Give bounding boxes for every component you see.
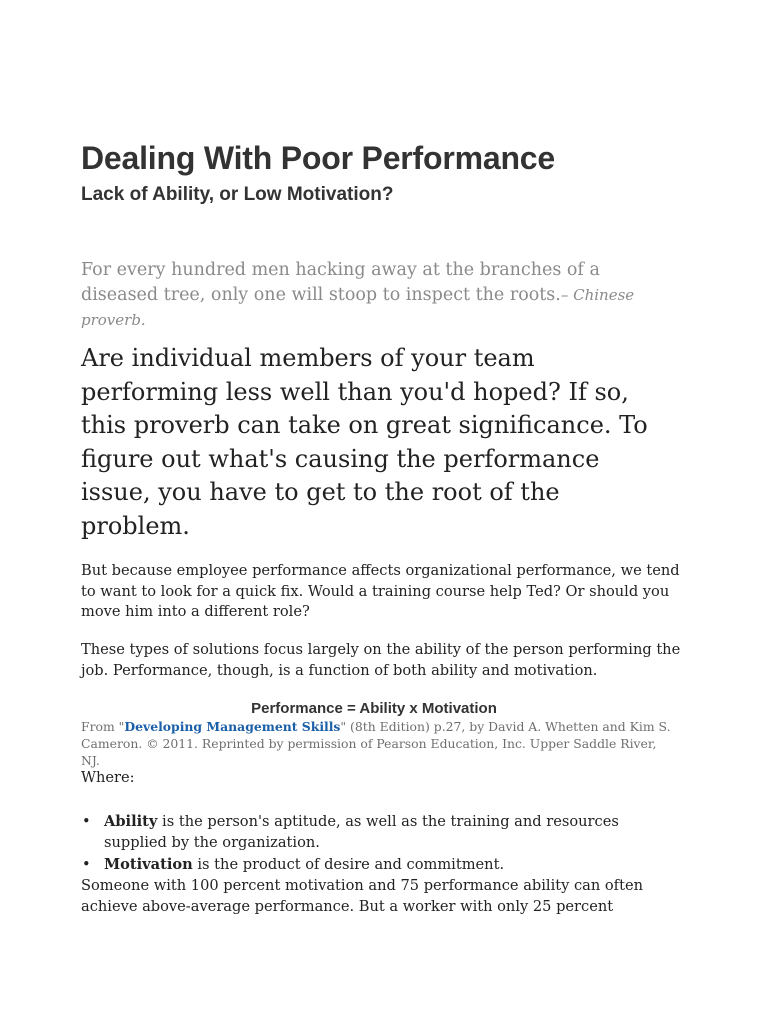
term-motivation: Motivation	[104, 856, 193, 873]
list-item-ability	[82, 811, 664, 853]
lead-paragraph: Are individual members of your team performing less well than you'd hoped? If so, this proverb can take on great significance. To figure out what's causing the performance issue, you have to get to the root of the problem.	[81, 344, 648, 540]
where-label: Where:	[81, 769, 135, 786]
definition-list	[81, 811, 664, 876]
source-prefix: From "	[81, 719, 125, 734]
bullet-icon: •	[82, 856, 91, 873]
term-ability: Ability	[104, 813, 158, 830]
performance-formula: Performance = Ability x Motivation	[251, 700, 497, 717]
definition-ability: is the person's aptitude, as well as the training and resources supplied by the organization.	[104, 813, 619, 851]
bullet-icon: •	[82, 813, 91, 830]
quote-attribution: – Chinese proverb.	[81, 286, 635, 329]
list-item-motivation	[82, 854, 664, 875]
page-subtitle: Lack of Ability, or Low Motivation?	[81, 184, 394, 205]
source-suffix: " (8th Edition) p.27, by David A. Whetten and Kim S. Cameron. © 2011. Reprinted by permission of Pearson Education, Inc. Upper Saddle River, NJ.	[81, 719, 671, 768]
page-title: Dealing With Poor Performance	[81, 140, 555, 176]
body-paragraph-2: These types of solutions focus largely on the ability of the person performing the job. Performance, though, is a function of both ability and motivation.	[81, 641, 681, 679]
book-link[interactable]: Developing Management Skills	[124, 719, 341, 734]
definition-motivation: is the product of desire and commitment.	[192, 856, 505, 873]
body-paragraph-3: Someone with 100 percent motivation and 75 performance ability can often achieve above-average performance. But a worker with only 25 percent	[81, 877, 643, 915]
quote-text: For every hundred men hacking away at the branches of a diseased tree, only one will stoop to inspect the roots.	[81, 260, 600, 305]
proverb-quote	[81, 258, 671, 333]
source-citation	[81, 718, 676, 769]
body-paragraph-1: But because employee performance affects organizational performance, we tend to want to look for a quick fix. Would a training course help Ted? Or should you move him into a different role?	[81, 562, 680, 620]
